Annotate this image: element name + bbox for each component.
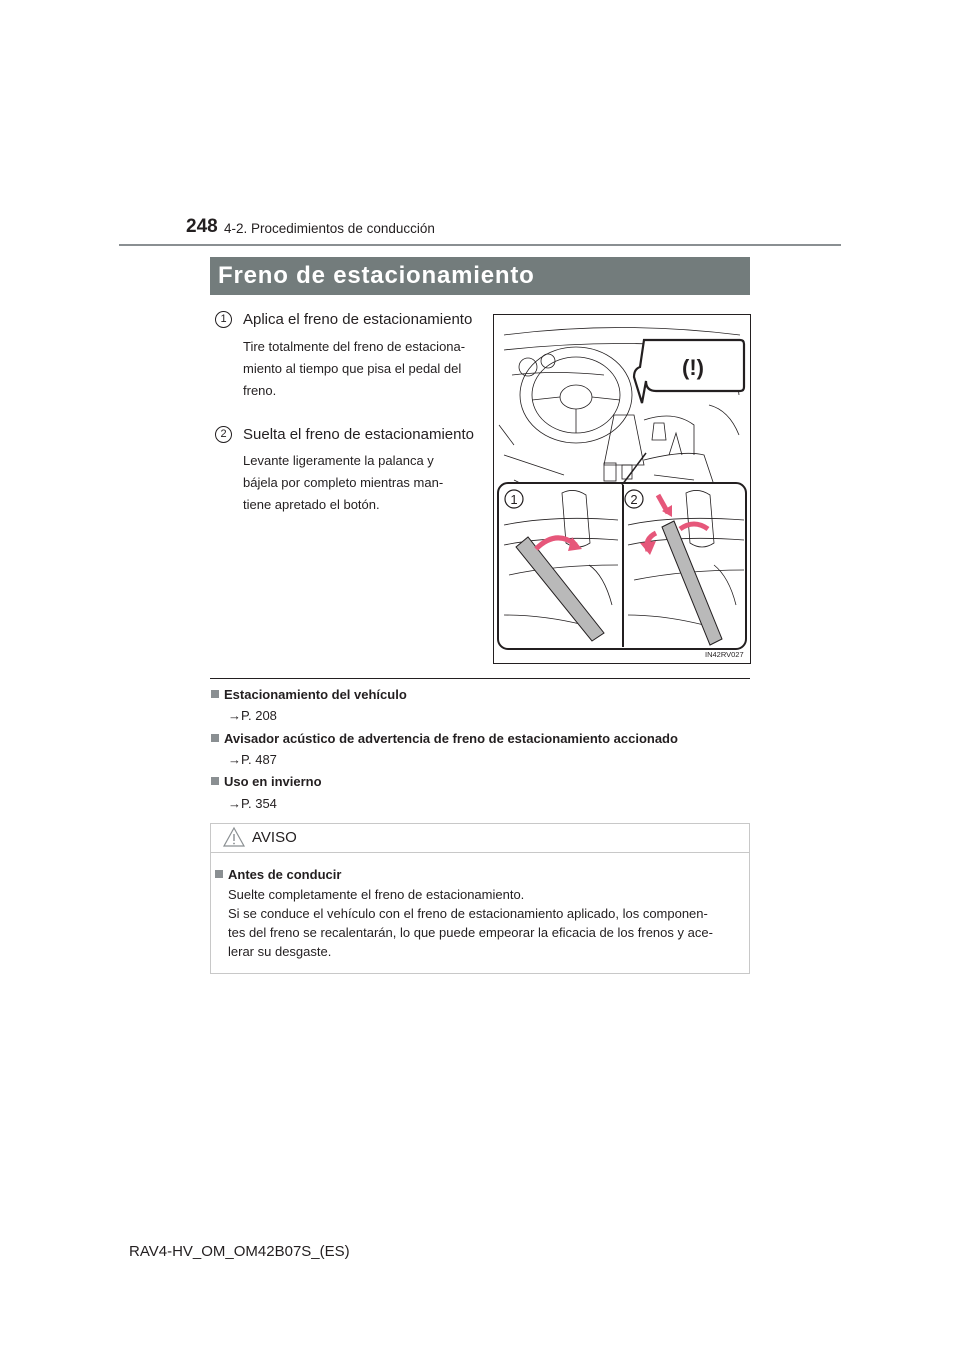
footer-doc-id: RAV4-HV_OM_OM42B07S_(ES) xyxy=(129,1243,350,1260)
square-bullet-icon xyxy=(211,734,219,742)
step-1-heading: Aplica el freno de estacionamiento xyxy=(243,311,473,328)
brake-warning-light-icon: (!) xyxy=(682,355,704,380)
page-title-bar xyxy=(210,257,750,295)
parking-brake-illustration xyxy=(493,314,751,664)
illustration-code: IN42RV027 xyxy=(705,650,744,659)
section-title: 4-2. Procedimientos de conducción xyxy=(224,221,435,236)
page-number: 248 xyxy=(186,216,218,237)
warning-line: Si se conduce el vehículo con el freno de estacionamiento aplicado, los componen- xyxy=(228,906,708,921)
panel-2-label: 2 xyxy=(630,492,638,507)
step-2-heading: Suelta el freno de estacionamiento xyxy=(243,426,474,443)
info-item-ref: →P. 487 xyxy=(228,752,277,767)
warning-triangle-icon xyxy=(222,826,246,848)
warning-line: tes del freno se recalentarán, lo que puede empeorar la eficacia de los frenos y ace- xyxy=(228,925,713,940)
step-1-line: Tire totalmente del freno de estaciona- xyxy=(243,339,466,354)
step-1-body xyxy=(243,336,479,402)
info-item-heading: Uso en invierno xyxy=(211,774,322,789)
page-title: Freno de estacionamiento xyxy=(218,262,535,289)
step-1-line: miento al tiempo que pisa el pedal del xyxy=(243,361,462,376)
step-1-line: freno. xyxy=(243,383,277,398)
illustration-drawing xyxy=(494,315,750,663)
step-2-line: Levante ligeramente la palanca y xyxy=(243,453,434,468)
square-bullet-icon xyxy=(215,870,223,878)
square-bullet-icon xyxy=(211,777,219,785)
step-1-number: 1 xyxy=(215,311,232,328)
info-item-ref: →P. 354 xyxy=(228,796,277,811)
step-2-line: tiene apretado el botón. xyxy=(243,497,380,512)
warning-label: AVISO xyxy=(252,829,297,846)
step-2-line: bájela por completo mientras man- xyxy=(243,475,444,490)
info-item-ref: →P. 208 xyxy=(228,708,277,723)
warning-heading: Antes de conducir xyxy=(215,867,341,882)
section-rule xyxy=(210,678,750,679)
info-item-heading: Estacionamiento del vehículo xyxy=(211,687,407,702)
warning-line: Suelte completamente el freno de estacionamiento. xyxy=(228,887,525,902)
step-2-body xyxy=(243,450,479,516)
warning-separator xyxy=(211,852,749,853)
step-2-number: 2 xyxy=(215,426,232,443)
panel-1-label: 1 xyxy=(510,492,518,507)
header-rule xyxy=(119,244,841,246)
square-bullet-icon xyxy=(211,690,219,698)
warning-line: lerar su desgaste. xyxy=(228,944,332,959)
info-item-heading: Avisador acústico de advertencia de freno de estacionamiento accionado xyxy=(211,731,678,746)
